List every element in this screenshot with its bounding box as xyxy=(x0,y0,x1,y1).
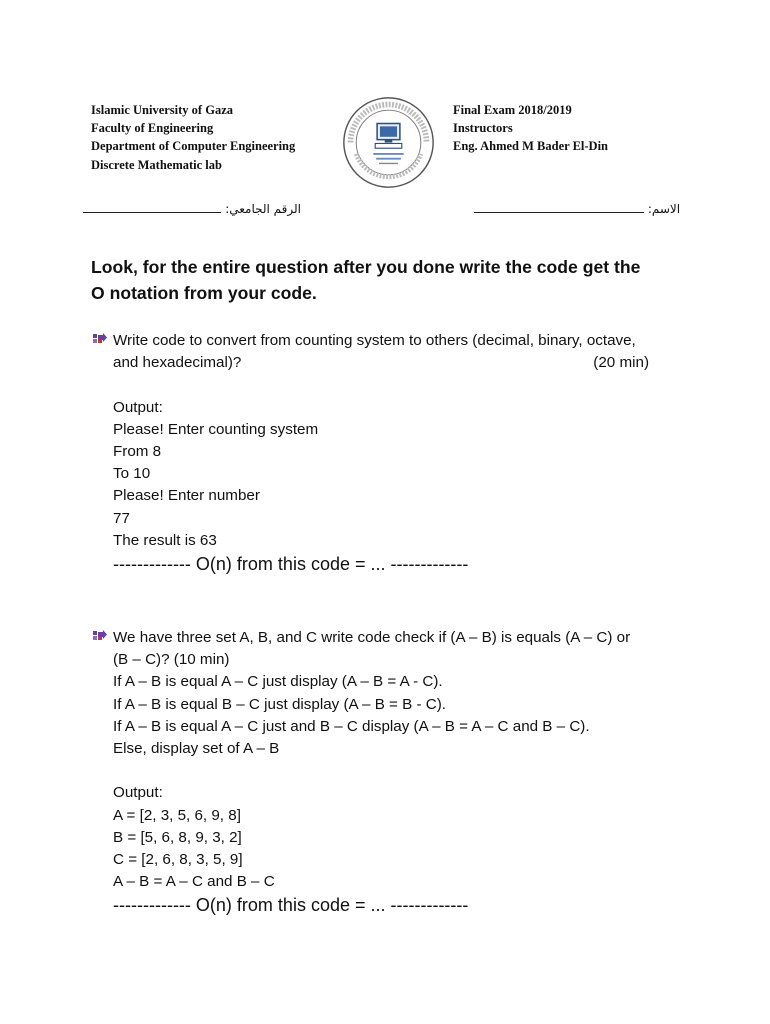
exam-header xyxy=(453,101,693,156)
intro-instruction xyxy=(91,254,691,306)
output-line: Please! Enter counting system xyxy=(113,420,319,438)
course-name: Discrete Mathematic lab xyxy=(91,157,222,172)
o-notation-prompt: ------------- O(n) from this code = ... ------------- xyxy=(113,554,469,575)
output-line: Please! Enter number xyxy=(113,487,260,505)
arrow-bullet-icon xyxy=(91,629,107,645)
student-id-field[interactable] xyxy=(91,202,301,216)
exam-title: Final Exam 2018/2019 xyxy=(453,103,572,117)
student-id-label: الرقم الجامعي: xyxy=(225,202,301,216)
question-2-text: Else, display set of A – B xyxy=(113,740,280,758)
o-notation-prompt: ------------- O(n) from this code = ... ------------- xyxy=(113,895,469,916)
output-line: C = [2, 6, 8, 3, 5, 9] xyxy=(113,851,243,869)
student-name-label: الاسم: xyxy=(647,202,681,216)
department-seal-icon xyxy=(341,95,436,190)
university-header xyxy=(91,101,341,174)
output-label: Output: xyxy=(113,398,163,416)
output-line: A – B = A – C and B – C xyxy=(113,873,275,891)
question-1-text-row xyxy=(113,352,649,374)
question-2-text: If A – B is equal A – C just and B – C display (A – B = A – C and B – C). xyxy=(113,717,590,735)
output-line: From 8 xyxy=(113,443,162,460)
question-1-text: and hexadecimal)? xyxy=(113,354,242,372)
output-line: The result is 63 xyxy=(113,531,217,549)
output-line: To 10 xyxy=(113,465,151,483)
instructor-name: Eng. Ahmed M Bader El-Din xyxy=(453,139,608,154)
question-1-time: (20 min) xyxy=(593,354,649,372)
instructors-label: Instructors xyxy=(453,121,513,136)
question-1-text: Write code to convert from counting system to others (decimal, binary, octave, xyxy=(113,332,636,349)
university-name: Islamic University of Gaza xyxy=(91,103,233,117)
question-2 xyxy=(113,627,698,917)
arrow-bullet-icon xyxy=(91,332,107,348)
output-line: 77 xyxy=(113,509,130,527)
output-line: B = [5, 6, 8, 9, 3, 2] xyxy=(113,828,242,846)
department-name: Department of Computer Engineering xyxy=(91,139,296,154)
output-label: Output: xyxy=(113,784,163,802)
question-2-text: If A – B is equal A – C just display (A – B = A - C). xyxy=(113,673,443,691)
question-1 xyxy=(113,330,698,576)
output-line: A = [2, 3, 5, 6, 9, 8] xyxy=(113,806,241,824)
student-name-field[interactable] xyxy=(474,202,682,216)
question-2-text: (B – C)? (10 min) xyxy=(113,651,230,669)
question-2-text: We have three set A, B, and C write code check if (A – B) is equals (A – C) or xyxy=(113,629,631,646)
question-2-text: If A – B is equal B – C just display (A – B = B - C). xyxy=(113,695,447,713)
student-name-blank[interactable] xyxy=(474,212,644,213)
intro-line: O notation from your code. xyxy=(91,283,317,303)
student-id-blank[interactable] xyxy=(83,212,221,213)
intro-line: Look, for the entire question after you done write the code get the xyxy=(91,257,641,277)
faculty-name: Faculty of Engineering xyxy=(91,121,214,136)
